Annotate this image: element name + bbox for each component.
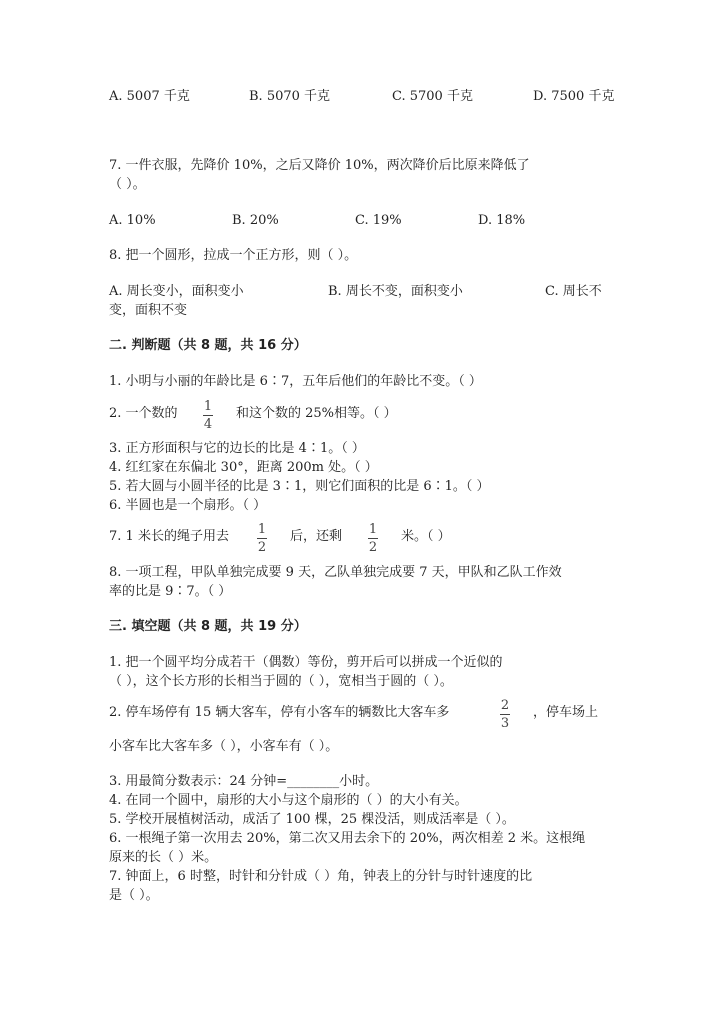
s3-q7-cont: 是（ ）。: [109, 888, 159, 903]
s3-q5: 5. 学校开展植树活动，成活了 100 棵，25 棵没活，则成活率是（ ）。: [109, 812, 515, 827]
q8-option-c: C. 周长不: [545, 284, 602, 299]
q6-option-c: C. 5700 千克: [392, 89, 473, 104]
q7-option-b: B. 20%: [232, 213, 279, 228]
section-2-title: 二. 判断题（共 8 题，共 16 分）: [109, 338, 307, 353]
q7-stem: 7. 一件衣服，先降价 10%，之后又降价 10%，两次降价后比原来降低了: [109, 158, 530, 173]
s2-q8: 8. 一项工程，甲队单独完成要 9 天，乙队单独完成要 7 天，甲队和乙队工作效: [109, 565, 562, 580]
s2-q1: 1. 小明与小丽的年龄比是 6∶7，五年后他们的年龄比不变。（ ）: [109, 374, 482, 389]
fraction-denominator: 4: [203, 417, 213, 432]
s3-q2-fraction: [500, 698, 510, 731]
s3-q1: 1. 把一个圆平均分成若干（偶数）等份，剪开后可以拼成一个近似的: [109, 655, 503, 670]
s2-q2-fraction: [203, 399, 213, 432]
fraction-bar: [257, 538, 267, 539]
s3-q3: 3. 用最简分数表示：24 分钟=________小时。: [109, 774, 379, 789]
s2-q6: 6. 半圆也是一个扇形。（ ）: [109, 498, 267, 513]
s2-q7-fraction-used: [257, 522, 267, 555]
s2-q2-part2: 和这个数的 25%相等。（ ）: [236, 406, 397, 421]
q7-option-d: D. 18%: [478, 213, 526, 228]
s2-q7-part1: 7. 1 米长的绳子用去: [109, 529, 229, 544]
fraction-numerator: 2: [500, 698, 510, 713]
q8-option-a: A. 周长变小，面积变小: [109, 284, 244, 299]
s3-q7: 7. 钟面上，6 时整，时针和分针成（ ）角，钟表上的分针与时针速度的比: [109, 869, 533, 884]
fraction-denominator: 2: [257, 540, 267, 555]
q7-option-a: A. 10%: [109, 213, 156, 228]
q6-option-d: D. 7500 千克: [533, 89, 615, 104]
s3-q2-part1: 2. 停车场停有 15 辆大客车，停有小客车的辆数比大客车多: [109, 705, 450, 720]
s2-q3: 3. 正方形面积与它的边长的比是 4∶1。（ ）: [109, 441, 365, 456]
s3-q6-cont: 原来的长（ ）米。: [109, 850, 218, 865]
s3-q1-cont: （ ），这个长方形的长相当于圆的（ ），宽相当于圆的（ ）。: [109, 674, 453, 689]
q8-stem: 8. 把一个圆形，拉成一个正方形，则（ ）。: [109, 248, 358, 263]
s2-q5: 5. 若大圆与小圆半径的比是 3∶1，则它们面积的比是 6∶1。（ ）: [109, 479, 490, 494]
s3-q2-cont: 小客车比大客车多（ ），小客车有（ ）。: [109, 739, 339, 754]
q6-option-b: B. 5070 千克: [249, 89, 331, 104]
s3-q4: 4. 在同一个圆中，扇形的大小与这个扇形的（ ）的大小有关。: [109, 793, 468, 808]
q6-option-a: A. 5007 千克: [109, 89, 190, 104]
q7-option-c: C. 19%: [355, 213, 402, 228]
s3-q6: 6. 一根绳子第一次用去 20%，第二次又用去余下的 20%，两次相差 2 米。这根绳: [109, 831, 586, 846]
q8-option-b: B. 周长不变，面积变小: [328, 284, 463, 299]
fraction-numerator: 1: [203, 399, 213, 414]
s2-q7-fraction-left: [368, 522, 378, 555]
s2-q8-cont: 率的比是 9∶7。（ ）: [109, 584, 232, 599]
q7-stem-cont: （ ）。: [109, 177, 146, 192]
fraction-denominator: 2: [368, 540, 378, 555]
section-3-title: 三. 填空题（共 8 题，共 19 分）: [109, 619, 307, 634]
q8-option-c-cont: 变，面积不变: [109, 303, 188, 318]
s2-q4: 4. 红红家在东偏北 30°，距离 200m 处。（ ）: [109, 460, 378, 475]
fraction-bar: [203, 415, 213, 416]
fraction-bar: [500, 714, 510, 715]
s3-q2-part2: ，停车场上: [533, 705, 599, 720]
s2-q2-part1: 2. 一个数的: [109, 406, 178, 421]
fraction-numerator: 1: [257, 522, 267, 537]
fraction-bar: [368, 538, 378, 539]
s2-q7-part2: 后，还剩: [290, 529, 343, 544]
s2-q7-part3: 米。（ ）: [401, 529, 451, 544]
fraction-numerator: 1: [368, 522, 378, 537]
fraction-denominator: 3: [500, 716, 510, 731]
